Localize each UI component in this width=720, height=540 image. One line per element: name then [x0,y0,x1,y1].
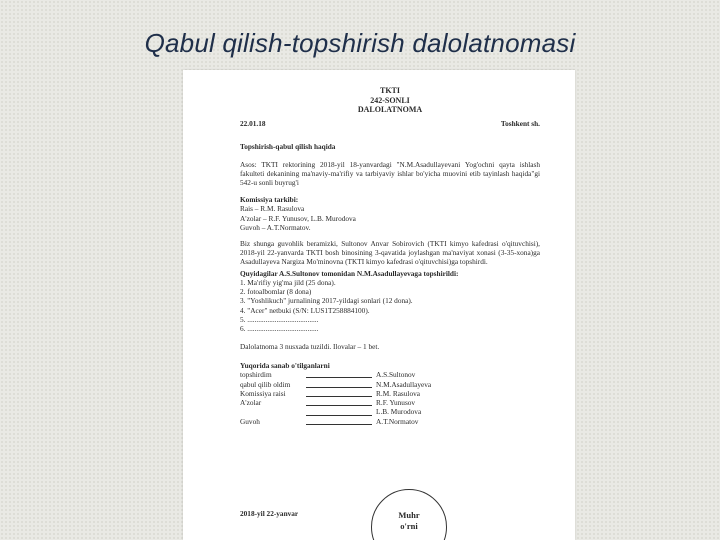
signature-label: qabul qilib oldim [240,379,291,389]
signature-line [306,404,372,406]
signature-label: Guvoh [240,416,260,426]
signature-name: R.F. Yunusov [376,398,416,408]
item-line: 3. "Yoshlikuch" jurnalining 2017-yildagi sonlari (12 dona). [240,296,413,306]
signature-label: Komissiya raisi [240,388,286,398]
signature-label: topshirdim [240,370,272,380]
doc-org: TKTI [379,86,400,95]
signature-name: A.T.Normatov [376,416,419,426]
doc-city: Toshkent sh. [500,118,540,128]
commission-line: Rais – R.M. Rasulova [240,204,305,214]
signature-row [240,398,540,407]
seal-placeholder [371,489,447,540]
signature-name: N.M.Asadullayeva [376,379,432,389]
item-line: 1. Ma'rifiy yig'ma jild (25 dona). [240,278,336,288]
signature-row [240,379,540,388]
document-image [183,70,575,540]
signature-line [306,423,372,425]
signature-label: A'zolar [240,398,262,408]
sign-date: 2018-yil 22-yanvar [240,509,299,518]
commission-line: A'zolar – R.F. Yunusov, L.B. Murodova [240,213,356,223]
doc-type: DALOLATNOMA [357,105,423,115]
doc-subject: Topshirish-qabul qilish haqida [240,141,336,151]
signature-line [306,376,372,378]
doc-date: 22.01.18 [240,118,266,128]
signature-row [240,370,540,379]
doc-copies: Dalolatnoma 3 nusxada tuzildi. Ilovalar – 1 bet. [240,341,380,351]
slide-title: Qabul qilish-topshirish dalolatnomasi [144,28,576,58]
item-line: 2. fotoalbomlar (8 dona) [240,287,312,297]
signature-name: L.B. Murodova [376,407,422,417]
item-line: 4. "Acer" netbuki (S/N: LUS1T258884100). [240,305,370,315]
items-title: Quyidagilar A.S.Sultonov tomonidan N.M.Asadullayevaga topshirildi: [240,269,459,279]
doc-statement: Biz shunga guvohlik beramizki, Sultonov Anvar Sobirovich (TKTI kimyo kafedrasi o'qituvchisi), 2018-yil 22-yanvarda TKTI bosh binosining 3-qavatida joylashgan ma'naviyat xonasi (3-35-xona)ga Asadullayeva Nargiza Mo'minovna (TKTI kimyo kafedrasi o'qituvchisi)ga topshirdi. [240,238,540,266]
signature-row [240,389,540,398]
signature-line [306,386,372,388]
document-body [240,86,540,426]
commission-title: Komissiya tarkibi: [240,195,299,205]
signature-row [240,407,540,416]
item-line: 5. ....................................... [240,314,319,324]
seal-text: Muhr [398,510,420,520]
item-line: 6. ....................................... [240,323,319,333]
signature-block [240,370,540,426]
signature-name: A.S.Sultonov [376,370,416,380]
signature-row [240,417,540,426]
signature-line [306,395,372,397]
doc-number: 242-SONLI [370,95,410,105]
doc-basis: Asos: TKTI rektorining 2018-yil 18-yanvardagi "N.M.Asadullayevani Yog'ochni qayta ishlash fakulteti dekanining ma'naviy-ma'rifiy va tarbiyaviy ishlar bo'yicha muovini etib tayinlash haqida"gi 542-u sonli buyrug'i [240,160,540,188]
signature-name: R.M. Rasulova [376,388,420,398]
signature-line [306,414,372,416]
commission-line: Guvoh – A.T.Normatov. [240,222,311,232]
signatures-title: Yuqorida sanab o'tilganlarni [240,360,330,370]
seal-text: o'rni [400,520,418,531]
date-city-row [240,119,540,128]
